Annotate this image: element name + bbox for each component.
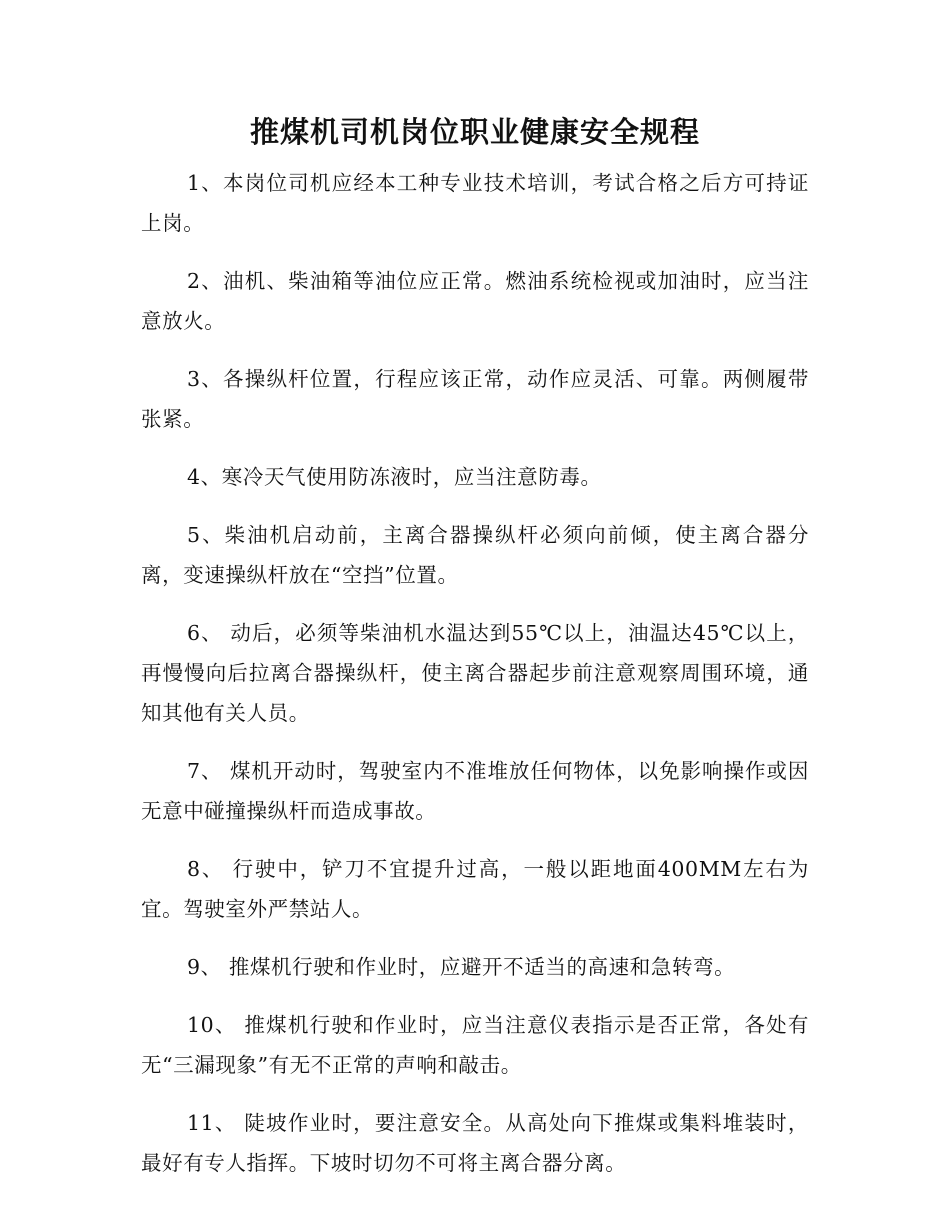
paragraph-2: 2、油机、柴油箱等油位应正常。燃油系统检视或加油时，应当注意放火。 bbox=[141, 269, 809, 333]
paragraph-9: 9、 推煤机行驶和作业时，应避开不适当的高速和急转弯。 bbox=[187, 955, 736, 979]
paragraph-7: 7、 煤机开动时，驾驶室内不准堆放任何物体，以免影响操作或因无意中碰撞操纵杆而造成事故。 bbox=[141, 759, 809, 823]
document-body bbox=[141, 163, 809, 1201]
paragraph-6: 6、 动后，必须等柴油机水温达到55℃以上，油温达45℃以上，再慢慢向后拉离合器操纵杆，使主离合器起步前注意观察周围环境，通知其他有关人员。 bbox=[141, 621, 809, 725]
paragraph-11: 11、 陡坡作业时，要注意安全。从高处向下推煤或集料堆装时，最好有专人指挥。下坡时切勿不可将主离合器分离。 bbox=[141, 1111, 809, 1175]
paragraph-10: 10、 推煤机行驶和作业时，应当注意仪表指示是否正常，各处有无“三漏现象”有无不正常的声响和敲击。 bbox=[141, 1013, 809, 1077]
document-title: 推煤机司机岗位职业健康安全规程 bbox=[249, 115, 700, 149]
paragraph-4: 4、寒冷天气使用防冻液时，应当注意防毒。 bbox=[187, 465, 602, 489]
paragraph-3: 3、各操纵杆位置，行程应该正常，动作应灵活、可靠。两侧履带张紧。 bbox=[141, 367, 809, 431]
paragraph-5: 5、柴油机启动前，主离合器操纵杆必须向前倾，使主离合器分离，变速操纵杆放在“空挡”位置。 bbox=[141, 523, 809, 587]
paragraph-1: 1、本岗位司机应经本工种专业技术培训，考试合格之后方可持证上岗。 bbox=[141, 171, 809, 235]
paragraph-8: 8、 行驶中，铲刀不宜提升过高，一般以距地面400MM左右为宜。驾驶室外严禁站人。 bbox=[141, 857, 809, 921]
